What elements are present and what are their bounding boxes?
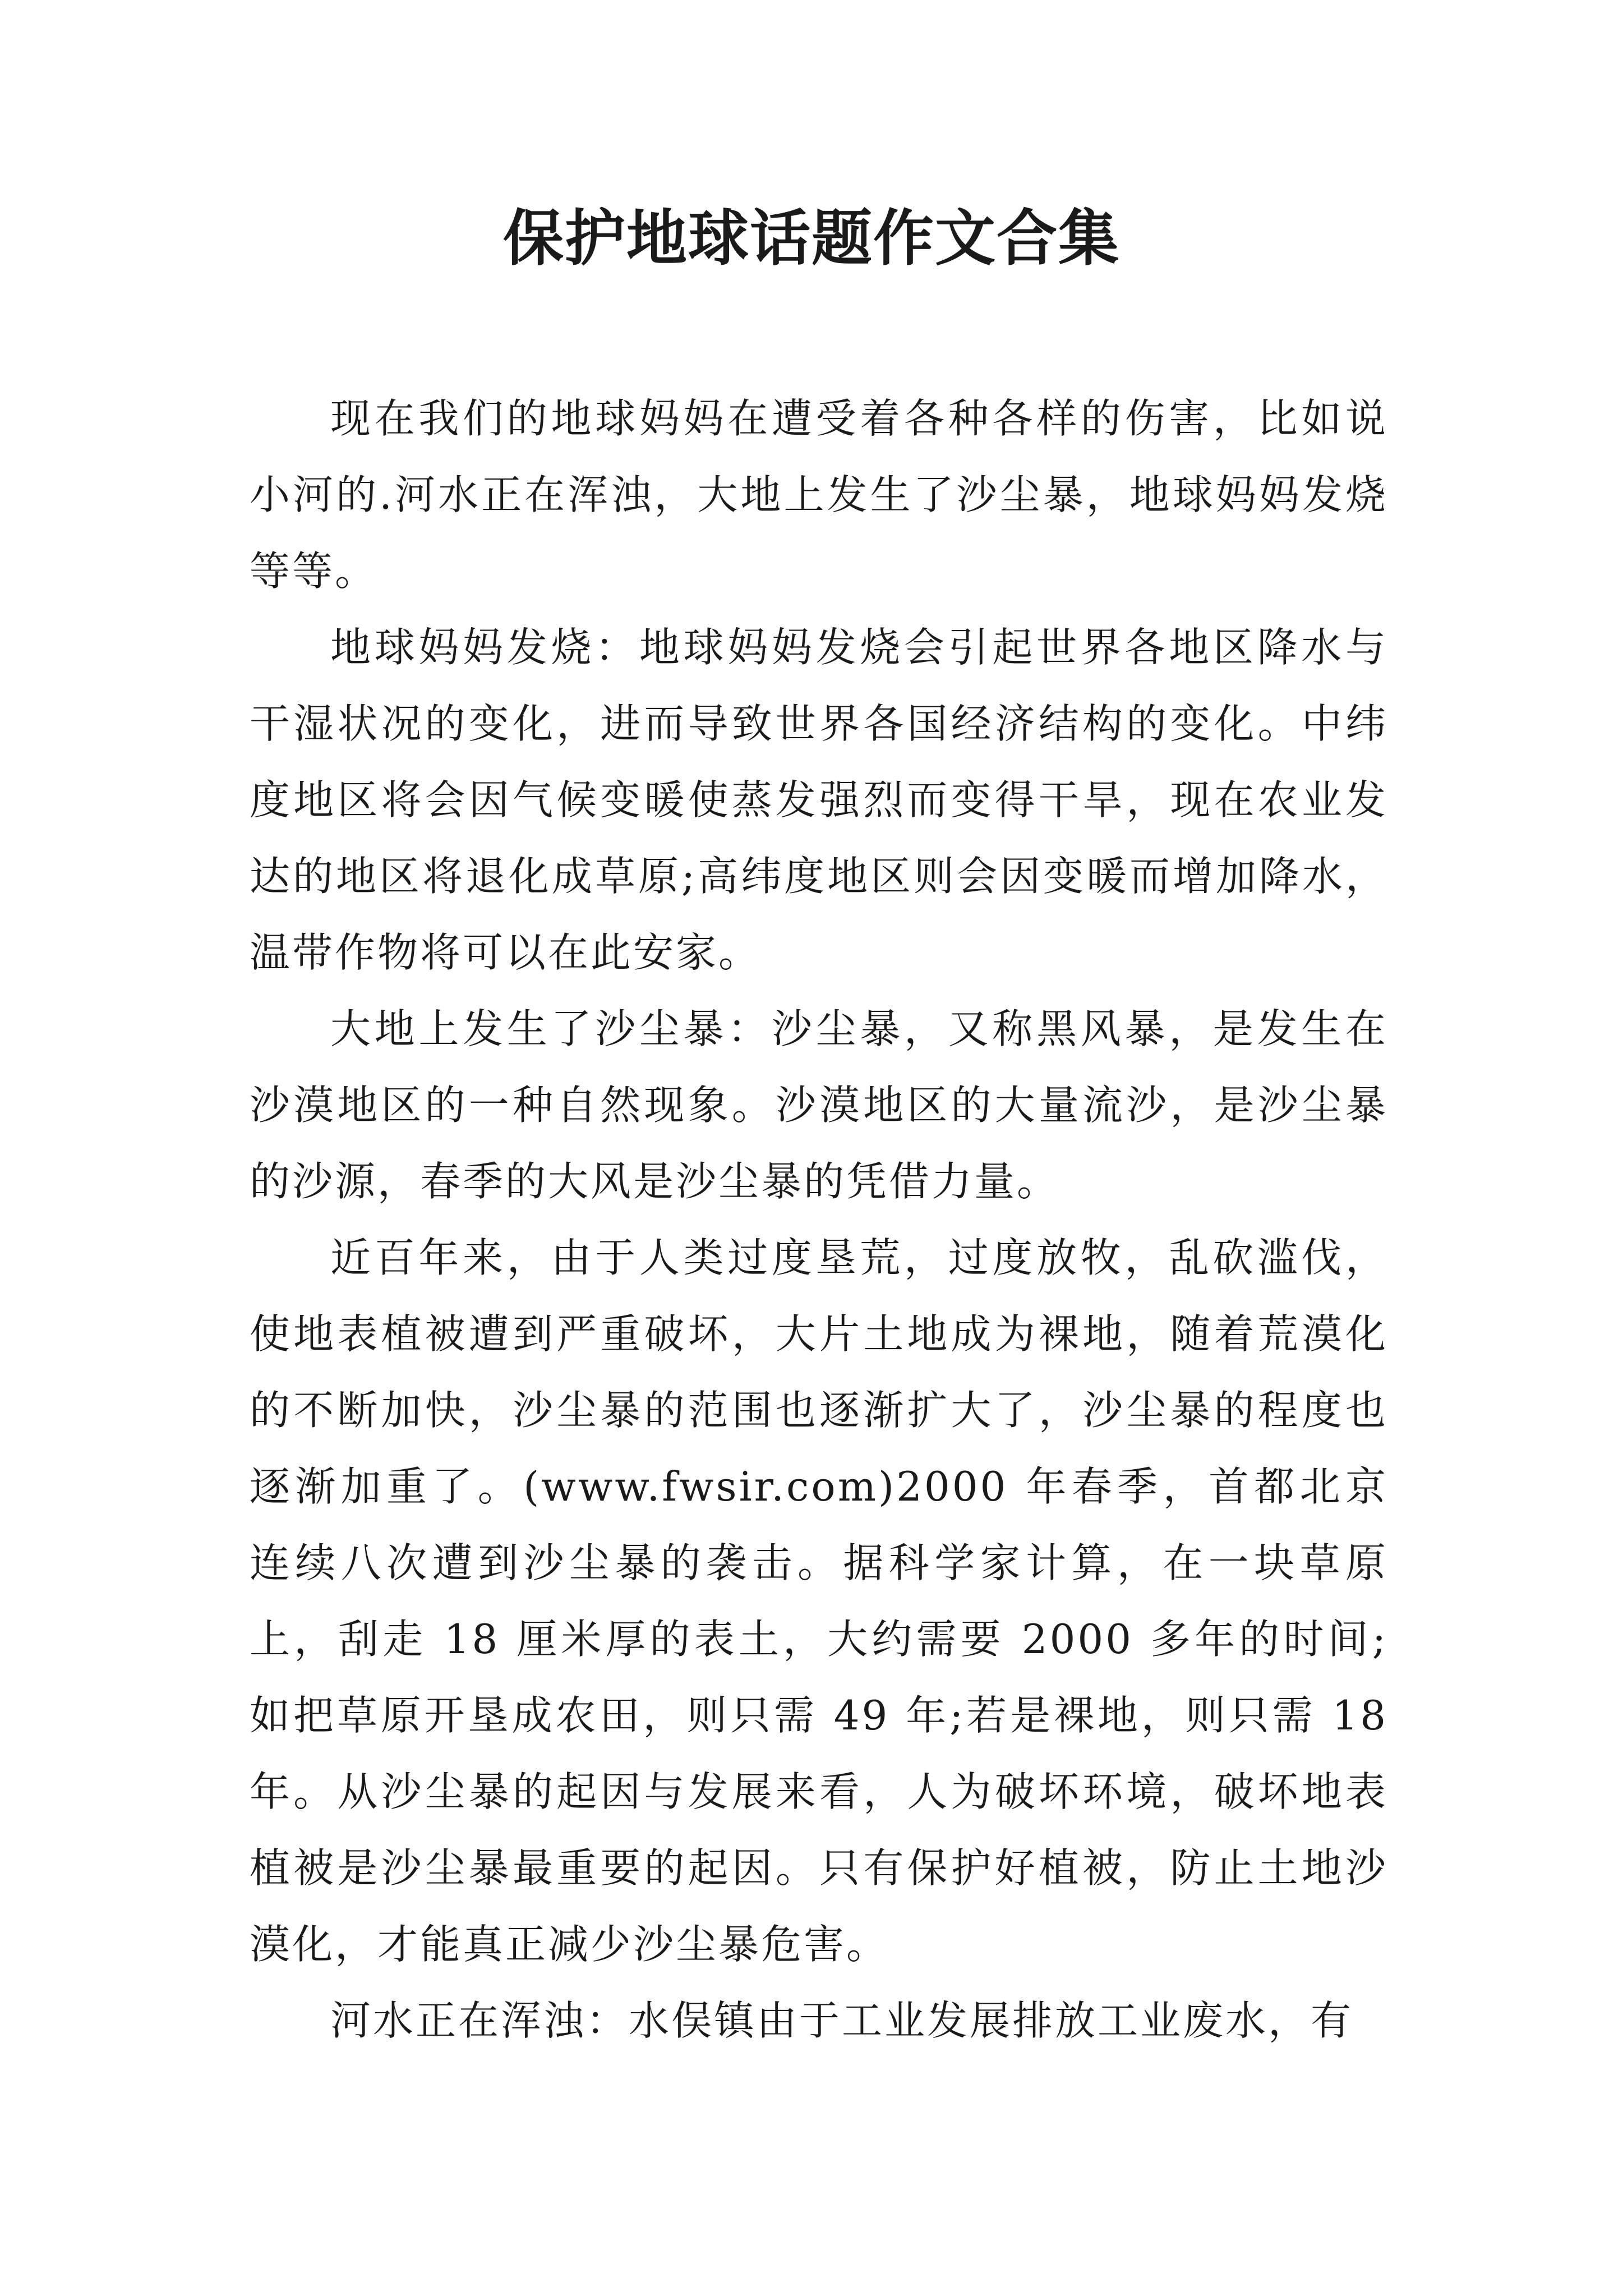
paragraph-4: 近百年来，由于人类过度垦荒，过度放牧，乱砍滥伐，使地表植被遭到严重破坏，大片土地成为裸地，随着荒漠化的不断加快，沙尘暴的范围也逐渐扩大了，沙尘暴的程度也逐渐加重了。(www.fwsir.com)2000 年春季，首都北京连续八次遭到沙尘暴的袭击。据科学家计算，在一块草原上，刮走 18 厘米厚的表土，大约需要 2000 多年的时间;如把草原开垦成农田，则只需 49 年;若是裸地，则只需 18 年。从沙尘暴的起因与发展来看，人为破坏环境，破坏地表植被是沙尘暴最重要的起因。只有保护好植被，防止土地沙漠化，才能真正减少沙尘暴危害。 [250, 1234, 1388, 1968]
paragraph-1: 现在我们的地球妈妈在遭受着各种各样的伤害，比如说小河的.河水正在浑浊，大地上发生了沙尘暴，地球妈妈发烧等等。 [250, 395, 1388, 595]
paragraph-5: 河水正在浑浊：水俣镇由于工业发展排放工业废水，有 [330, 1997, 1354, 2044]
paragraph-3: 大地上发生了沙尘暴：沙尘暴，又称黑风暴，是发生在沙漠地区的一种自然现象。沙漠地区的大量流沙，是沙尘暴的沙源，春季的大风是沙尘暴的凭借力量。 [250, 1005, 1388, 1205]
document-body [250, 380, 1388, 2059]
paragraph-2: 地球妈妈发烧：地球妈妈发烧会引起世界各地区降水与干湿状况的变化，进而导致世界各国经济结构的变化。中纬度地区将会因气候变暖使蒸发强烈而变得干旱，现在农业发达的地区将退化成草原;高纬度地区则会因变暖而增加降水，温带作物将可以在此安家。 [250, 624, 1388, 976]
document-title: 保护地球话题作文合集 [502, 203, 1120, 274]
